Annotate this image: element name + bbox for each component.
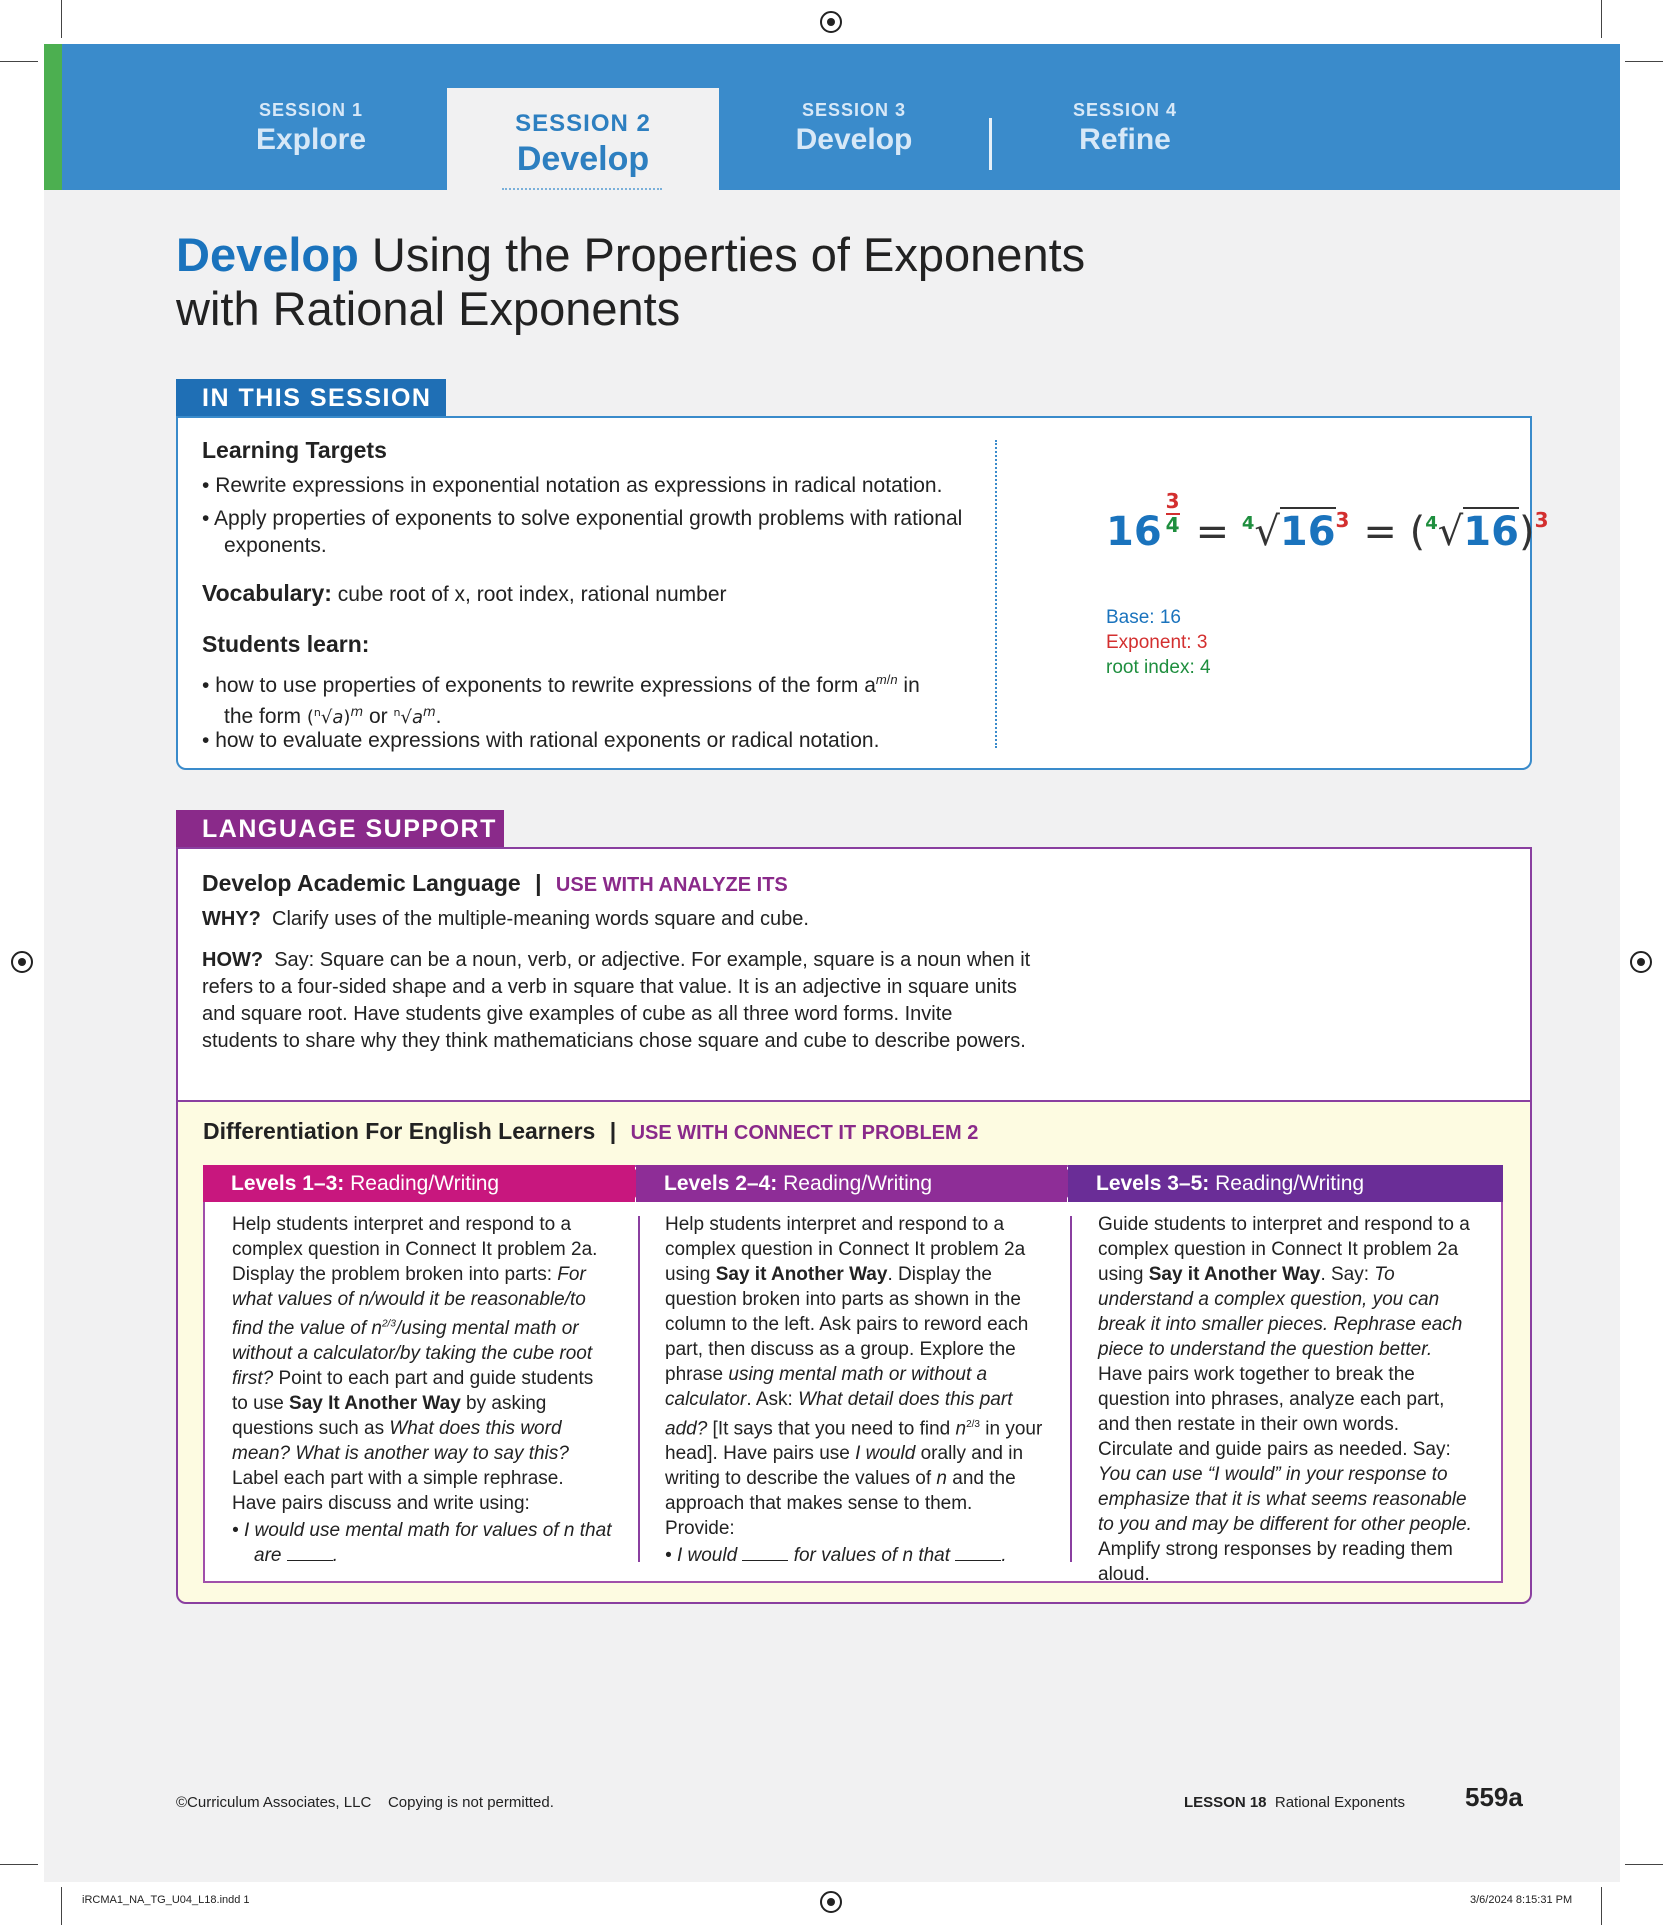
- crop-mark: [1601, 0, 1602, 38]
- crop-mark: [0, 1864, 38, 1865]
- crop-mark: [1625, 61, 1663, 62]
- registration-mark-icon: [820, 11, 842, 33]
- learning-targets-title: Learning Targets: [202, 437, 387, 463]
- lesson-name: Rational Exponents: [1274, 1794, 1405, 1811]
- tab-session-name: Develop: [516, 140, 650, 178]
- level-label: Levels 2–4:: [664, 1172, 778, 1195]
- target-item: • Rewrite expressions in exponential notation as expressions in radical notation.: [202, 474, 943, 497]
- differentiation-heading: Differentiation For English Learners | USE WITH CONNECT IT PROBLEM 2: [203, 1118, 979, 1144]
- vocabulary-label: Vocabulary:: [202, 580, 332, 606]
- learn-item: • how to evaluate expressions with rational exponents or radical notation.: [202, 729, 880, 752]
- level-2-bullet-a: I would: [676, 1545, 738, 1566]
- why-line: [202, 906, 1032, 933]
- registration-mark-icon: [11, 951, 33, 973]
- tab-session-name: Develop: [795, 123, 913, 156]
- tab-session-label: SESSION 3: [801, 100, 907, 120]
- why-text: Clarify uses of the multiple-meaning words square and cube.: [272, 908, 809, 930]
- slug-date: 3/6/2024 8:15:31 PM: [1470, 1894, 1573, 1906]
- level-2-bullet: • I would for values of n that .: [665, 1545, 1007, 1566]
- registration-mark-icon: [1630, 951, 1652, 973]
- crop-mark: [61, 0, 62, 38]
- accent-bar: [44, 44, 62, 190]
- level-2-text: Help students interpret and respond to a complex question in Connect It problem 2a using Say it Another Way. Display the question broken into parts as shown in the column to the left. Ask pairs to reword each part, then discuss as a group. Explore the phrase using mental math or without a calculator. Ask: What detail does this part add? [It says that you need to find $n^{2/3}$ in your head]. Have pairs use I would orally and in writing to describe the values of n and the approach that makes sense to them. Provide:: [665, 1214, 1043, 1540]
- crop-mark: [1601, 1887, 1602, 1925]
- lesson-label: LESSON 18: [1184, 1794, 1267, 1811]
- crop-mark: [0, 61, 38, 62]
- eq-radicand: 16: [1279, 509, 1336, 555]
- eq-base: 16: [1106, 509, 1162, 555]
- how-text: Say: Square can be a noun, verb, or adjective. For example, square is a noun when it refers to a four-sided shape and a verb in square that value. It is an adjective in square units and square root. Have students give examples of cube as all three word forms. Invite students to share why they think mathematicians chose square and cube to describe powers.: [202, 949, 1031, 1052]
- eq-index: 4: [1241, 513, 1255, 534]
- legend-base: Base: 16: [1106, 607, 1181, 628]
- title-line-1: Using the Properties of Exponents: [371, 228, 1086, 281]
- crop-mark: [1625, 1864, 1663, 1865]
- tab-session-label: SESSION 1: [258, 100, 364, 120]
- learn-text: in: [903, 674, 920, 697]
- crop-mark: [61, 1887, 62, 1925]
- eq-power-2: 3: [1534, 508, 1549, 532]
- level-header-1: [203, 1165, 635, 1202]
- copyright: [176, 1794, 554, 1811]
- radical-form-a: $(^n√a)^m$: [306, 705, 364, 728]
- tab-session-2[interactable]: [447, 88, 719, 190]
- tab-session-label: SESSION 4: [1072, 100, 1178, 120]
- learn-item: • how to use properties of exponents to rewrite expressions of the form $a^{m/n}$ in the form $(^n√a)^m$ or $^n√a^m$.: [202, 672, 920, 728]
- vocabulary-text: cube root of x, root index, rational number: [337, 583, 727, 606]
- eq-exp-num: 3: [1165, 489, 1180, 513]
- level-1-text: Help students interpret and respond to a complex question in Connect It problem 2a. Display the problem broken into parts: For what values of n/would it be reasonable/to find the value of $n^{2/3}$/using mental math or without a calculator/by taking the cube root first? Point to each part and guide students to use Say It Another Way by asking questions such as What does this word mean? What is another way to say this? Label each part with a simple rephrase. Have pairs discuss and write using:: [232, 1214, 598, 1515]
- radical-form-b: $^n√a^m$: [393, 705, 436, 728]
- level-3-text: Guide students to interpret and respond to a complex question in Connect It problem 2a using Say it Another Way. Say: To understand a complex question, you can break it into smaller pieces. Rephrase each piece to understand the question better. Have pairs work together to break the question into phrases, analyze each part, and then restate in their own words. Circulate and guide pairs as needed. Say: You can use “I would” in your response to emphasize that it is what seems reasonable to you and may be different for other people. Amplify strong responses by reading them aloud.: [1098, 1214, 1472, 1585]
- learn-text: the form: [224, 705, 302, 728]
- legend-exponent: Exponent: 3: [1106, 632, 1208, 653]
- eq-power: 3: [1335, 508, 1350, 532]
- level-skill: Reading/Writing: [350, 1172, 500, 1195]
- learn-text: or: [368, 705, 388, 728]
- exponent-equation: 16 $\frac{3}{4}$ = $^4√16^3 = (^4√16)^3$: [1106, 489, 1549, 555]
- target-item: • Apply properties of exponents to solve exponential growth problems with rational exponents.: [202, 507, 963, 557]
- target-text: Apply properties of exponents to solve exponential growth problems with rational exponents.: [214, 507, 963, 557]
- level-2-bullet-b: for values of n that: [793, 1545, 951, 1566]
- students-learn-title: Students learn:: [202, 631, 370, 657]
- target-text: Rewrite expressions in exponential notation as expressions in radical notation.: [215, 474, 943, 497]
- tab-session-3[interactable]: [739, 100, 969, 157]
- title-highlight: Develop: [176, 228, 359, 281]
- level-skill: Reading/Writing: [783, 1172, 933, 1195]
- differentiation-tag: USE WITH CONNECT IT PROBLEM 2: [630, 1122, 979, 1144]
- level-1-bullet-text: I would use mental math for values of n that are: [243, 1520, 612, 1566]
- tab-session-name: Explore: [255, 123, 367, 156]
- academic-language-heading: Develop Academic Language | USE WITH ANALYZE ITS: [202, 870, 788, 896]
- tab-session-4[interactable]: [1010, 100, 1240, 157]
- tab-divider: [989, 118, 992, 170]
- registration-mark-icon: [820, 1891, 842, 1913]
- tab-session-label: SESSION 2: [515, 110, 651, 137]
- tab-session-1[interactable]: [196, 100, 426, 157]
- eq-index-2: 4: [1425, 513, 1438, 534]
- how-label: HOW?: [202, 949, 264, 971]
- lesson-footer: [1184, 1794, 1405, 1811]
- level-skill: Reading/Writing: [1215, 1172, 1365, 1195]
- academic-language-title: Develop Academic Language: [202, 870, 521, 896]
- in-session-header: IN THIS SESSION: [176, 379, 446, 417]
- level-header-3: [1068, 1165, 1503, 1202]
- eq-radicand-2: 16: [1463, 509, 1519, 555]
- page-number: 559a: [1465, 1782, 1523, 1812]
- eq-exp-den: 4: [1165, 513, 1180, 537]
- page-title: [176, 228, 1085, 336]
- slug-file: iRCMA1_NA_TG_U04_L18.indd 1: [82, 1894, 250, 1906]
- level-label: Levels 3–5:: [1096, 1172, 1210, 1195]
- column-divider: [638, 1216, 640, 1562]
- level-1-bullet: • I would use mental math for values of n that are .: [232, 1520, 612, 1566]
- tab-session-name: Refine: [1079, 123, 1171, 156]
- differentiation-title: Differentiation For English Learners: [203, 1118, 596, 1144]
- vocabulary: [202, 580, 982, 608]
- level-label: Levels 1–3:: [231, 1172, 345, 1195]
- learn-text: how to evaluate expressions with rational exponents or radical notation.: [215, 729, 880, 752]
- legend-root-index: root index: 4: [1106, 657, 1211, 678]
- academic-language-tag: USE WITH ANALYZE ITS: [555, 874, 788, 896]
- language-support-header: LANGUAGE SUPPORT: [176, 810, 504, 848]
- learn-text: how to use properties of exponents to rewrite expressions of the form a: [215, 674, 876, 697]
- column-divider: [1070, 1216, 1072, 1562]
- copy-note: Copying is not permitted.: [387, 1794, 554, 1811]
- level-header-2: [636, 1165, 1067, 1202]
- title-line-2: with Rational Exponents: [176, 282, 681, 335]
- why-label: WHY?: [202, 908, 261, 930]
- how-paragraph: [202, 947, 1032, 1055]
- active-tab-underline: [502, 188, 662, 190]
- copyright-text: ©Curriculum Associates, LLC: [176, 1794, 372, 1811]
